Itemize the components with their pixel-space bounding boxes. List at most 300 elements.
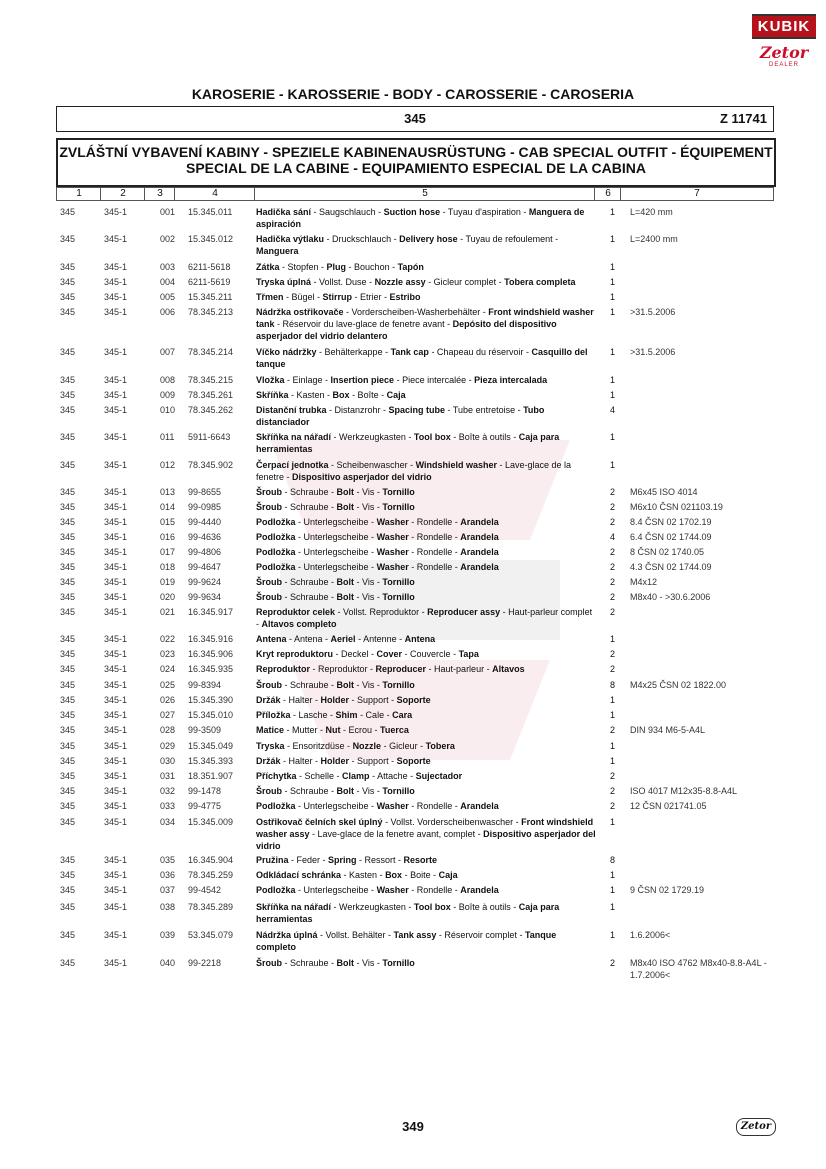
quantity-cell: 2 — [610, 607, 616, 617]
description-cell — [256, 740, 596, 752]
description-de: - Vollst. Reproduktor - — [335, 607, 428, 617]
description-en: Holder — [320, 756, 350, 766]
description-cz: Podložka — [256, 532, 296, 542]
subgroup-cell: 345-1 — [104, 375, 128, 385]
note-cell: ISO 4017 M12x35-8.8-A4L — [630, 786, 738, 796]
note-cell: M4x12 — [630, 577, 658, 587]
description-cz: Pružina — [256, 855, 289, 865]
description-es: Caja — [438, 870, 458, 880]
group-header-box — [56, 106, 774, 132]
description-cz: Antena — [256, 634, 287, 644]
description-es: Tornillo — [382, 502, 415, 512]
group-cell: 345 — [60, 432, 76, 442]
description-es: Pieza intercalada — [474, 375, 548, 385]
description-fr: - Réservoir du lave-glace de fenetre avant - — [274, 319, 453, 329]
description-cz: Hadička sání — [256, 207, 312, 217]
description-fr: - Rondelle - — [408, 562, 461, 572]
position-cell: 011 — [160, 432, 175, 442]
description-cell — [256, 531, 596, 543]
description-fr: - Couvercle - — [402, 649, 459, 659]
position-cell: 028 — [160, 725, 176, 735]
note-cell: M8x40 ISO 4762 M8x40-8.8-A4L - 1.7.2006< — [630, 958, 767, 980]
description-fr: - Attache - — [369, 771, 416, 781]
position-cell: 039 — [160, 930, 176, 940]
group-cell: 345 — [60, 680, 76, 690]
description-es: Caja para herramientas — [256, 902, 560, 924]
description-cell — [256, 546, 596, 558]
description-de: - Schelle - — [296, 771, 343, 781]
description-fr: - Vis - — [354, 958, 383, 968]
group-cell: 345 — [60, 592, 76, 602]
zetor-footer-logo: Zetor — [736, 1118, 776, 1136]
description-es: Tornillo — [382, 786, 415, 796]
position-cell: 036 — [160, 870, 176, 880]
description-fr: - Ecrou - — [340, 725, 381, 735]
description-es: Tornillo — [382, 487, 415, 497]
subgroup-cell: 345-1 — [104, 786, 128, 796]
description-fr: - Tuyau d'aspiration - — [440, 207, 529, 217]
description-cz: Vložka — [256, 375, 285, 385]
subgroup-cell: 345-1 — [104, 262, 128, 272]
subgroup-cell: 345-1 — [104, 460, 128, 470]
subgroup-cell: 345-1 — [104, 930, 128, 940]
description-cell — [256, 306, 596, 342]
group-cell: 345 — [60, 517, 76, 527]
position-cell: 016 — [160, 532, 176, 542]
quantity-cell: 1 — [610, 902, 616, 912]
part-number-cell: 99-4440 — [188, 517, 222, 527]
group-cell: 345 — [60, 234, 76, 244]
quantity-cell: 2 — [610, 725, 616, 735]
description-cell — [256, 854, 596, 866]
description-cz: Víčko nádržky — [256, 347, 317, 357]
description-cell — [256, 459, 596, 483]
description-de: - Distanzrohr - — [326, 405, 389, 415]
part-number-cell: 16.345.904 — [188, 855, 234, 865]
description-en: Holder — [320, 695, 350, 705]
description-cz: Tryska — [256, 741, 285, 751]
description-cz: Zátka — [256, 262, 280, 272]
group-cell: 345 — [60, 562, 76, 572]
quantity-cell: 2 — [610, 664, 616, 674]
quantity-cell: 2 — [610, 487, 616, 497]
note-cell: >31.5.2006 — [630, 307, 676, 317]
position-cell: 010 — [160, 405, 176, 415]
column-header-3: 3 — [144, 187, 175, 201]
subgroup-cell: 345-1 — [104, 207, 128, 217]
group-cell: 345 — [60, 817, 76, 827]
group-cell: 345 — [60, 756, 76, 766]
position-cell: 001 — [160, 207, 176, 217]
note-cell: 9 ČSN 02 1729.19 — [630, 885, 705, 895]
section-title-box — [56, 138, 776, 187]
part-number-cell: 15.345.393 — [188, 756, 234, 766]
description-fr: - Boîte - — [349, 390, 387, 400]
description-cell — [256, 679, 596, 691]
description-de: - Einlage - — [284, 375, 331, 385]
subgroup-cell: 345-1 — [104, 390, 128, 400]
description-cell — [256, 431, 596, 455]
position-cell: 013 — [160, 487, 176, 497]
description-es: Depósito del dispositivo asperjador del vidrio delantero — [256, 319, 557, 341]
position-cell: 014 — [160, 502, 176, 512]
subgroup-cell: 345-1 — [104, 532, 128, 542]
description-de: - Druckschlauch - — [324, 234, 400, 244]
description-cz: Skříňka — [256, 390, 289, 400]
position-cell: 029 — [160, 741, 176, 751]
part-number-cell: 16.345.935 — [188, 664, 234, 674]
description-cz: Šroub — [256, 680, 282, 690]
description-es: Dispositivo asperjador del vidrio — [256, 829, 596, 851]
description-cz: Skříňka na nářadí — [256, 902, 332, 912]
subgroup-cell: 345-1 — [104, 562, 128, 572]
description-fr: - Support - — [349, 695, 397, 705]
part-number-cell: 99-4636 — [188, 532, 222, 542]
description-cz: Hadička výtlaku — [256, 234, 325, 244]
description-fr: - Rondelle - — [408, 801, 461, 811]
description-es: Arandela — [460, 562, 499, 572]
description-fr: - Haut-parleur - — [426, 664, 493, 674]
description-cell — [256, 346, 596, 370]
note-cell: 12 ČSN 021741.05 — [630, 801, 707, 811]
description-de: - Mutter - — [284, 725, 326, 735]
note-cell: 8 ČSN 02 1740.05 — [630, 547, 705, 557]
description-de: - Vorderscheiben-Washerbehälter - — [343, 307, 489, 317]
group-cell: 345 — [60, 292, 76, 302]
subgroup-cell: 345-1 — [104, 502, 128, 512]
part-number-cell: 78.345.215 — [188, 375, 234, 385]
subgroup-cell: 345-1 — [104, 517, 128, 527]
page-title: KAROSERIE - KAROSSERIE - BODY - CAROSSERIE - CAROSERIA — [191, 86, 635, 102]
group-cell: 345 — [60, 307, 76, 317]
description-en: Box — [332, 390, 350, 400]
description-cell — [256, 869, 596, 881]
quantity-cell: 1 — [610, 234, 616, 244]
description-en: Washer — [376, 801, 409, 811]
subgroup-cell: 345-1 — [104, 405, 128, 415]
quantity-cell: 1 — [610, 277, 616, 287]
description-es: Arandela — [460, 885, 499, 895]
column-header-6: 6 — [594, 187, 621, 201]
description-en: Front windshield washer tank — [256, 307, 594, 329]
description-cell — [256, 501, 596, 513]
group-cell: 345 — [60, 958, 76, 968]
description-es: Arandela — [460, 801, 499, 811]
description-fr: - Vis - — [354, 592, 383, 602]
description-fr: - Ressort - — [356, 855, 404, 865]
description-de: - Lasche - — [290, 710, 336, 720]
subgroup-cell: 345-1 — [104, 958, 128, 968]
subgroup-cell: 345-1 — [104, 664, 128, 674]
description-cz: Držák — [256, 756, 281, 766]
part-number-cell: 99-4542 — [188, 885, 222, 895]
description-fr: - Antenne - — [355, 634, 405, 644]
description-en: Suction hose — [383, 207, 441, 217]
part-number-cell: 15.345.049 — [188, 741, 234, 751]
part-number-cell: 99-4806 — [188, 547, 222, 557]
description-fr: - Vis - — [354, 786, 383, 796]
description-cz: Podložka — [256, 562, 296, 572]
description-cz: Ostřikovač čelních skel úplný — [256, 817, 383, 827]
description-en: Nozzle — [352, 741, 382, 751]
part-number-cell: 99-2218 — [188, 958, 222, 968]
description-cell — [256, 389, 596, 401]
description-fr: - Piece intercalée - — [394, 375, 475, 385]
description-es: Manguera — [256, 246, 299, 256]
note-cell: 4.3 ČSN 02 1744.09 — [630, 562, 712, 572]
description-en: Stirrup — [322, 292, 353, 302]
quantity-cell: 1 — [610, 634, 616, 644]
subgroup-cell: 345-1 — [104, 432, 128, 442]
quantity-cell: 2 — [610, 577, 616, 587]
position-cell: 033 — [160, 801, 176, 811]
description-de: - Schraube - — [282, 487, 337, 497]
description-de: - Werkzeugkasten - — [331, 432, 414, 442]
quantity-cell: 1 — [610, 710, 616, 720]
note-cell: 8.4 ČSN 02 1702.19 — [630, 517, 712, 527]
quantity-cell: 1 — [610, 432, 616, 442]
description-fr: - Rondelle - — [408, 532, 461, 542]
description-en: Nozzle assy — [374, 277, 426, 287]
description-en: Bolt — [336, 592, 355, 602]
description-en: Washer — [376, 532, 409, 542]
part-number-cell: 15.345.011 — [188, 207, 233, 217]
quantity-cell: 1 — [610, 885, 616, 895]
description-en: Plug — [326, 262, 347, 272]
quantity-cell: 1 — [610, 695, 616, 705]
description-en: Clamp — [342, 771, 370, 781]
description-en: Box — [385, 870, 403, 880]
part-number-cell: 15.345.211 — [188, 292, 233, 302]
column-header-7: 7 — [620, 187, 774, 201]
part-number-cell: 16.345.917 — [188, 607, 234, 617]
description-es: Resorte — [403, 855, 438, 865]
note-cell: 6.4 ČSN 02 1744.09 — [630, 532, 712, 542]
description-fr: - Chapeau du réservoir - — [428, 347, 532, 357]
description-fr: - Lave-glace de la fenetre - — [256, 460, 572, 482]
description-en: Shim — [335, 710, 358, 720]
description-es: Tapón — [397, 262, 424, 272]
part-number-cell: 15.345.390 — [188, 695, 234, 705]
note-cell: DIN 934 M6-5-A4L — [630, 725, 706, 735]
description-es: Altavos completo — [261, 619, 337, 629]
description-cz: Matice — [256, 725, 285, 735]
group-cell: 345 — [60, 634, 76, 644]
subgroup-cell: 345-1 — [104, 771, 128, 781]
quantity-cell: 2 — [610, 771, 616, 781]
description-de: - Deckel - — [333, 649, 377, 659]
note-cell: M6x10 ČSN 021103.19 — [630, 502, 723, 512]
group-cell: 345 — [60, 390, 76, 400]
description-cell — [256, 901, 596, 925]
quantity-cell: 8 — [610, 680, 616, 690]
position-cell: 022 — [160, 634, 176, 644]
subgroup-cell: 345-1 — [104, 577, 128, 587]
group-cell: 345 — [60, 786, 76, 796]
description-cell — [256, 770, 596, 782]
description-es: Caja — [386, 390, 406, 400]
subgroup-cell: 345-1 — [104, 855, 128, 865]
position-cell: 002 — [160, 234, 176, 244]
quantity-cell: 1 — [610, 307, 616, 317]
description-es: Arandela — [460, 532, 499, 542]
description-cell — [256, 884, 596, 896]
part-number-cell: 78.345.261 — [188, 390, 234, 400]
position-cell: 024 — [160, 664, 176, 674]
description-cz: Čerpací jednotka — [256, 460, 329, 470]
description-de: - Vollst. Behälter - — [317, 930, 394, 940]
description-fr: - Rondelle - — [408, 547, 461, 557]
description-fr: - Boite - — [402, 870, 439, 880]
quantity-cell: 4 — [610, 405, 616, 415]
description-es: Arandela — [460, 517, 499, 527]
quantity-cell: 2 — [610, 958, 616, 968]
logo-kubik-text: KUBIK — [752, 14, 816, 39]
description-de: - Schraube - — [282, 680, 337, 690]
section-title-line-2: SPECIAL DE LA CABINE - EQUIPAMIENTO ESPECIAL DE LA CABINA — [186, 160, 646, 176]
subgroup-cell: 345-1 — [104, 234, 128, 244]
description-cell — [256, 276, 596, 288]
description-de: - Halter - — [280, 756, 321, 766]
subgroup-cell: 345-1 — [104, 277, 128, 287]
description-es: Arandela — [460, 547, 499, 557]
description-es: Dispositivo asperjador del vidrio — [292, 472, 432, 482]
part-number-cell: 99-0985 — [188, 502, 222, 512]
quantity-cell: 1 — [610, 347, 616, 357]
part-number-cell: 99-4775 — [188, 801, 222, 811]
group-cell: 345 — [60, 870, 76, 880]
group-cell: 345 — [60, 885, 76, 895]
description-cell — [256, 694, 596, 706]
description-fr: - Gicleur complet - — [425, 277, 505, 287]
description-fr: - Support - — [349, 756, 397, 766]
group-cell: 345 — [60, 547, 76, 557]
description-cell — [256, 724, 596, 736]
quantity-cell: 1 — [610, 930, 616, 940]
description-cell — [256, 291, 596, 303]
description-en: Insertion piece — [330, 375, 395, 385]
description-de: - Ensoritzdüse - — [284, 741, 353, 751]
description-fr: - Tuyau de refoulement - — [457, 234, 559, 244]
position-cell: 007 — [160, 347, 176, 357]
description-cell — [256, 800, 596, 812]
description-cz: Šroub — [256, 502, 282, 512]
group-cell: 345 — [60, 502, 76, 512]
description-es: Cara — [392, 710, 413, 720]
quantity-cell: 1 — [610, 207, 616, 217]
note-cell: M6x45 ISO 4014 — [630, 487, 698, 497]
description-en: Washer — [376, 885, 409, 895]
subgroup-cell: 345-1 — [104, 710, 128, 720]
description-es: Soporte — [396, 756, 431, 766]
description-en: Spacing tube — [388, 405, 446, 415]
position-cell: 012 — [160, 460, 176, 470]
description-es: Tobera completa — [504, 277, 576, 287]
description-es: Tornillo — [382, 958, 415, 968]
subgroup-cell: 345-1 — [104, 870, 128, 880]
quantity-cell: 1 — [610, 870, 616, 880]
position-cell: 004 — [160, 277, 176, 287]
description-de: - Bügel - — [283, 292, 323, 302]
quantity-cell: 1 — [610, 262, 616, 272]
subgroup-cell: 345-1 — [104, 547, 128, 557]
description-cell — [256, 206, 596, 230]
description-es: Altavos — [492, 664, 525, 674]
quantity-cell: 1 — [610, 756, 616, 766]
group-cell: 345 — [60, 607, 76, 617]
position-cell: 037 — [160, 885, 176, 895]
description-en: Reproducer assy — [427, 607, 501, 617]
description-cell — [256, 709, 596, 721]
description-cz: Držák — [256, 695, 281, 705]
catalog-number: Z 11741 — [720, 111, 767, 126]
description-es: Caja para herramientas — [256, 432, 560, 454]
description-en: Tank assy — [393, 930, 437, 940]
position-cell: 019 — [160, 577, 176, 587]
part-number-cell: 99-3509 — [188, 725, 222, 735]
description-en: Tool box — [413, 432, 451, 442]
position-cell: 031 — [160, 771, 176, 781]
description-de: - Reproduktor - — [310, 664, 376, 674]
description-cz: Podložka — [256, 547, 296, 557]
quantity-cell: 4 — [610, 532, 616, 542]
description-de: - Kasten - — [288, 390, 333, 400]
description-es: Tornillo — [382, 577, 415, 587]
group-cell: 345 — [60, 801, 76, 811]
description-es: Tanque completo — [256, 930, 557, 952]
description-cell — [256, 374, 596, 386]
description-en: Bolt — [336, 577, 355, 587]
description-cell — [256, 957, 596, 969]
group-cell: 345 — [60, 741, 76, 751]
description-cz: Nádržka ostřikovače — [256, 307, 344, 317]
group-cell: 345 — [60, 487, 76, 497]
part-number-cell: 78.345.262 — [188, 405, 234, 415]
description-en: Washer — [376, 517, 409, 527]
position-cell: 025 — [160, 680, 176, 690]
description-en: Tank cap — [390, 347, 429, 357]
description-de: - Schraube - — [282, 502, 337, 512]
description-es: Tornillo — [382, 680, 415, 690]
description-cell — [256, 404, 596, 428]
subgroup-cell: 345-1 — [104, 801, 128, 811]
position-cell: 017 — [160, 547, 176, 557]
quantity-cell: 2 — [610, 547, 616, 557]
description-cz: Šroub — [256, 592, 282, 602]
position-cell: 038 — [160, 902, 176, 912]
description-fr: - Réservoir complet - — [436, 930, 525, 940]
description-cell — [256, 785, 596, 797]
description-en: Bolt — [336, 786, 355, 796]
section-title-line-1: ZVLÁŠTNÍ VYBAVENÍ KABINY - SPEZIELE KABINENAUSRÜSTUNG - CAB SPECIAL OUTFIT - ÉQUIPEMENT — [59, 144, 773, 160]
group-cell: 345 — [60, 375, 76, 385]
position-cell: 040 — [160, 958, 176, 968]
quantity-cell: 2 — [610, 649, 616, 659]
part-number-cell: 99-9634 — [188, 592, 222, 602]
description-en: Spring — [328, 855, 357, 865]
description-es: Estribo — [389, 292, 421, 302]
description-cell — [256, 233, 596, 257]
description-fr: - Etrier - — [352, 292, 390, 302]
part-number-cell: 78.345.259 — [188, 870, 234, 880]
subgroup-cell: 345-1 — [104, 292, 128, 302]
column-header-2: 2 — [100, 187, 145, 201]
description-cz: Podložka — [256, 801, 296, 811]
description-es: Antena — [404, 634, 436, 644]
subgroup-cell: 345-1 — [104, 885, 128, 895]
group-cell: 345 — [60, 902, 76, 912]
description-en: Aeriel — [330, 634, 356, 644]
